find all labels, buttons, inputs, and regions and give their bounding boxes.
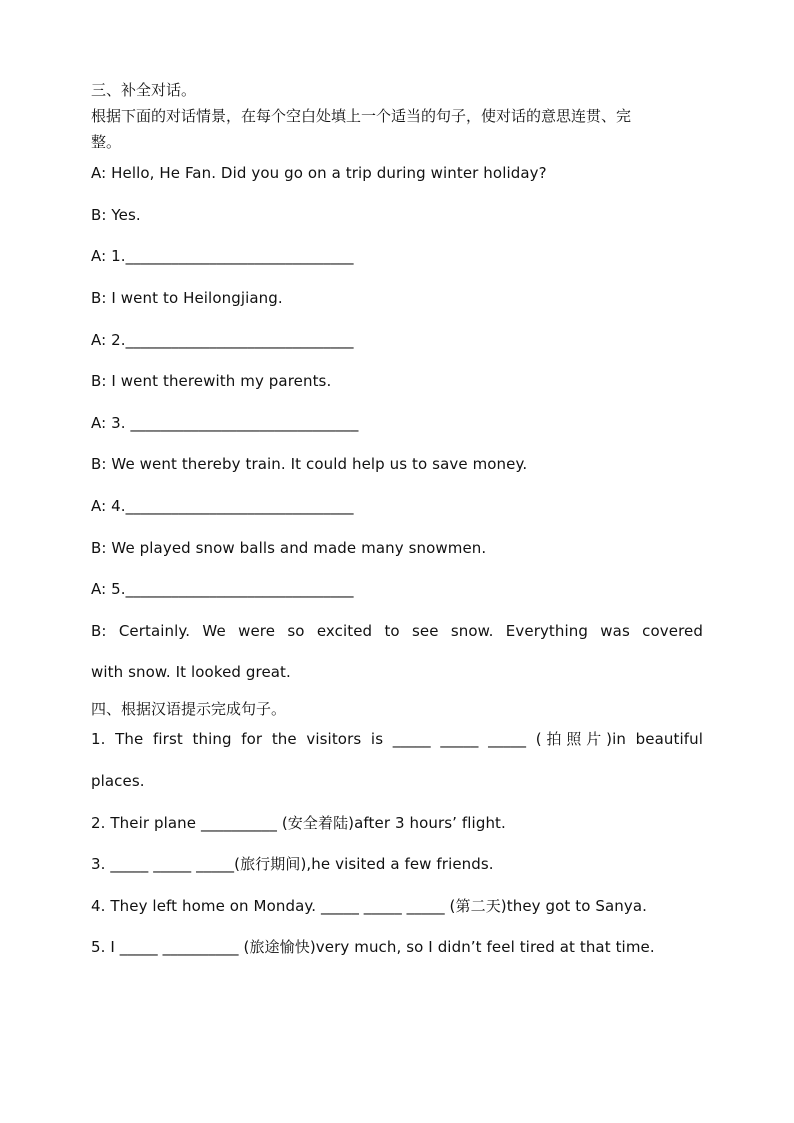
dialogue-line: B: We played snow balls and made many snowmen.: [91, 539, 487, 557]
dialogue-blank-3: A: 3. ______________________________: [91, 414, 359, 432]
dialogue-blank-4: A: 4.______________________________: [91, 497, 354, 515]
section-3-instruction: 根据下面的对话情景，在每个空白处填上一个适当的句子，使对话的意思连贯、完: [91, 107, 632, 125]
dialogue-blank-2: A: 2.______________________________: [91, 331, 354, 349]
dialogue-line: B: Yes.: [91, 206, 141, 224]
dialogue-line: B: I went therewith my parents.: [91, 372, 332, 390]
question-5: 5. I _____ __________ (旅途愉快)very much, so I didn’t feel tired at that time.: [91, 938, 655, 956]
dialogue-line: B: Certainly. We were so excited to see snow. Everything was covered: [91, 622, 703, 640]
section-3-instruction-cont: 整。: [91, 133, 122, 151]
dialogue-blank-5: A: 5.______________________________: [91, 580, 354, 598]
dialogue-line-cont: with snow. It looked great.: [91, 663, 291, 681]
dialogue-line: B: We went thereby train. It could help us to save money.: [91, 455, 528, 473]
question-1: 1. The first thing for the visitors is _____ _____ _____ (拍照片)in beautiful: [91, 730, 703, 748]
question-3: 3. _____ _____ _____(旅行期间),he visited a few friends.: [91, 855, 494, 873]
question-4: 4. They left home on Monday. _____ _____ _____ (第二天)they got to Sanya.: [91, 897, 648, 915]
section-3-heading: 三、补全对话。: [91, 81, 197, 99]
question-1-cont: places.: [91, 772, 145, 790]
question-2: 2. Their plane __________ (安全着陆)after 3 hours’ flight.: [91, 814, 506, 832]
dialogue-blank-1: A: 1.______________________________: [91, 247, 354, 265]
dialogue-line: A: Hello, He Fan. Did you go on a trip during winter holiday?: [91, 164, 547, 182]
section-4-heading: 四、根据汉语提示完成句子。: [91, 700, 287, 718]
dialogue-line: B: I went to Heilongjiang.: [91, 289, 283, 307]
